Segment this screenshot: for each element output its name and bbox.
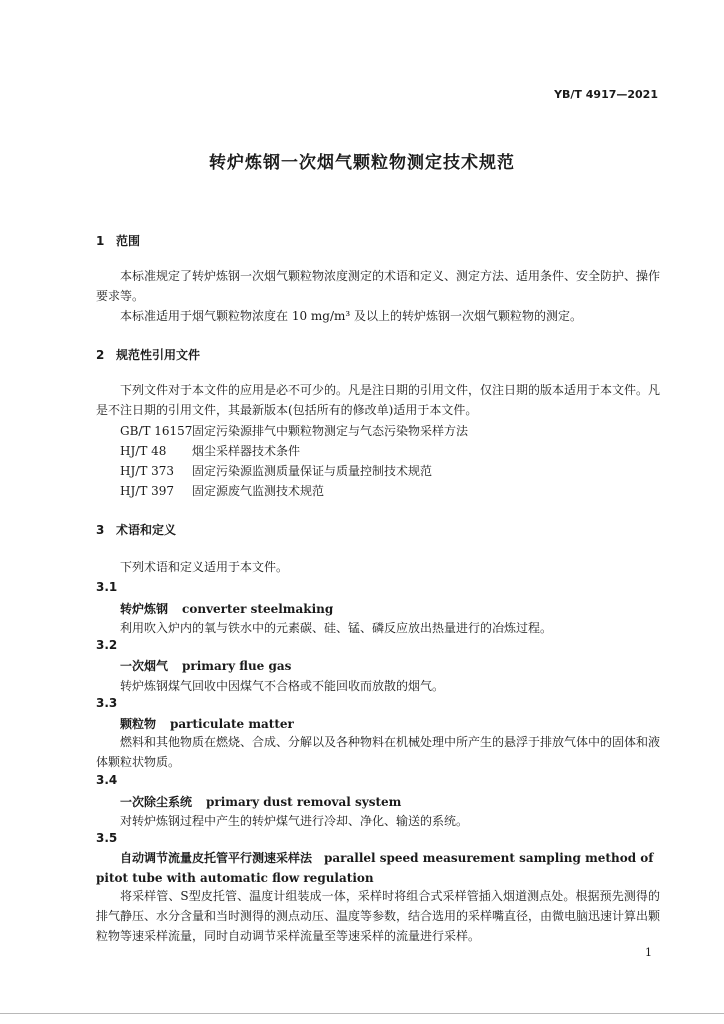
section-heading: 2 规范性引用文件 bbox=[96, 348, 201, 362]
reference-item: GB/T 16157固定污染源排气中颗粒物测定与气态污染物采样方法 bbox=[120, 424, 469, 438]
term-heading: 颗粒物 particulate matter bbox=[120, 717, 294, 731]
term-definition: 将采样管、S型皮托管、温度计组装成一体，采样时将组合式采样管插入烟道测点处。根据预先测得的排气静压、水分含量和当时测得的测点动压、温度等参数，结合选用的采样嘴直径，由微电脑迅速计算出颗粒物等速采样流量，同时自动调节采样流量至等速采样的流量进行采样。 bbox=[96, 889, 661, 943]
reference-item: HJ/T 48 烟尘采样器技术条件 bbox=[120, 444, 301, 458]
paragraph: 本标准规定了转炉炼钢一次烟气颗粒物浓度测定的术语和定义、测定方法、适用条件、安全防护、操作要求等。 bbox=[96, 269, 661, 303]
term-number: 3.2 bbox=[96, 638, 118, 652]
reference-item: HJ/T 373 固定污染源监测质量保证与质量控制技术规范 bbox=[120, 464, 433, 478]
page-number: 1 bbox=[645, 946, 652, 959]
term-number: 3.5 bbox=[96, 831, 118, 845]
term-definition: 利用吹入炉内的氧与铁水中的元素碳、硅、锰、磷反应放出热量进行的冶炼过程。 bbox=[120, 621, 553, 635]
paragraph: 本标准适用于烟气颗粒物浓度在 10 mg/m³ 及以上的转炉炼钢一次烟气颗粒物的测定。 bbox=[120, 309, 583, 323]
term-number: 3.4 bbox=[96, 773, 118, 787]
term-heading: 自动调节流量皮托管平行测速采样法 parallel speed measurement sampling method of pitot tube with automatic flow regulation bbox=[96, 851, 654, 885]
term-number: 3.1 bbox=[96, 580, 118, 594]
term-definition: 燃料和其他物质在燃烧、合成、分解以及各种物料在机械处理中所产生的悬浮于排放气体中的固体和液体颗粒状物质。 bbox=[96, 735, 661, 769]
term-heading: 一次除尘系统 primary dust removal system bbox=[120, 795, 402, 809]
reference-item: HJ/T 397 固定源废气监测技术规范 bbox=[120, 484, 325, 498]
term-heading: 一次烟气 primary flue gas bbox=[120, 659, 292, 673]
bottom-divider bbox=[0, 1013, 724, 1014]
paragraph: 下列术语和定义适用于本文件。 bbox=[120, 560, 289, 574]
term-definition: 对转炉炼钢过程中产生的转炉煤气进行冷却、净化、输送的系统。 bbox=[120, 814, 469, 828]
term-number: 3.3 bbox=[96, 696, 118, 710]
paragraph: 下列文件对于本文件的应用是必不可少的。凡是注日期的引用文件，仅注日期的版本适用于本文件。凡是不注日期的引用文件，其最新版本(包括所有的修改单)适用于本文件。 bbox=[96, 383, 661, 417]
term-definition: 转炉炼钢煤气回收中因煤气不合格或不能回收而放散的烟气。 bbox=[120, 679, 445, 693]
standard-code: YB/T 4917—2021 bbox=[554, 88, 658, 101]
term-heading: 转炉炼钢 converter steelmaking bbox=[120, 602, 334, 616]
section-heading: 1 范围 bbox=[96, 234, 141, 248]
section-heading: 3 术语和定义 bbox=[96, 523, 177, 537]
document-title: 转炉炼钢一次烟气颗粒物测定技术规范 bbox=[209, 153, 515, 173]
